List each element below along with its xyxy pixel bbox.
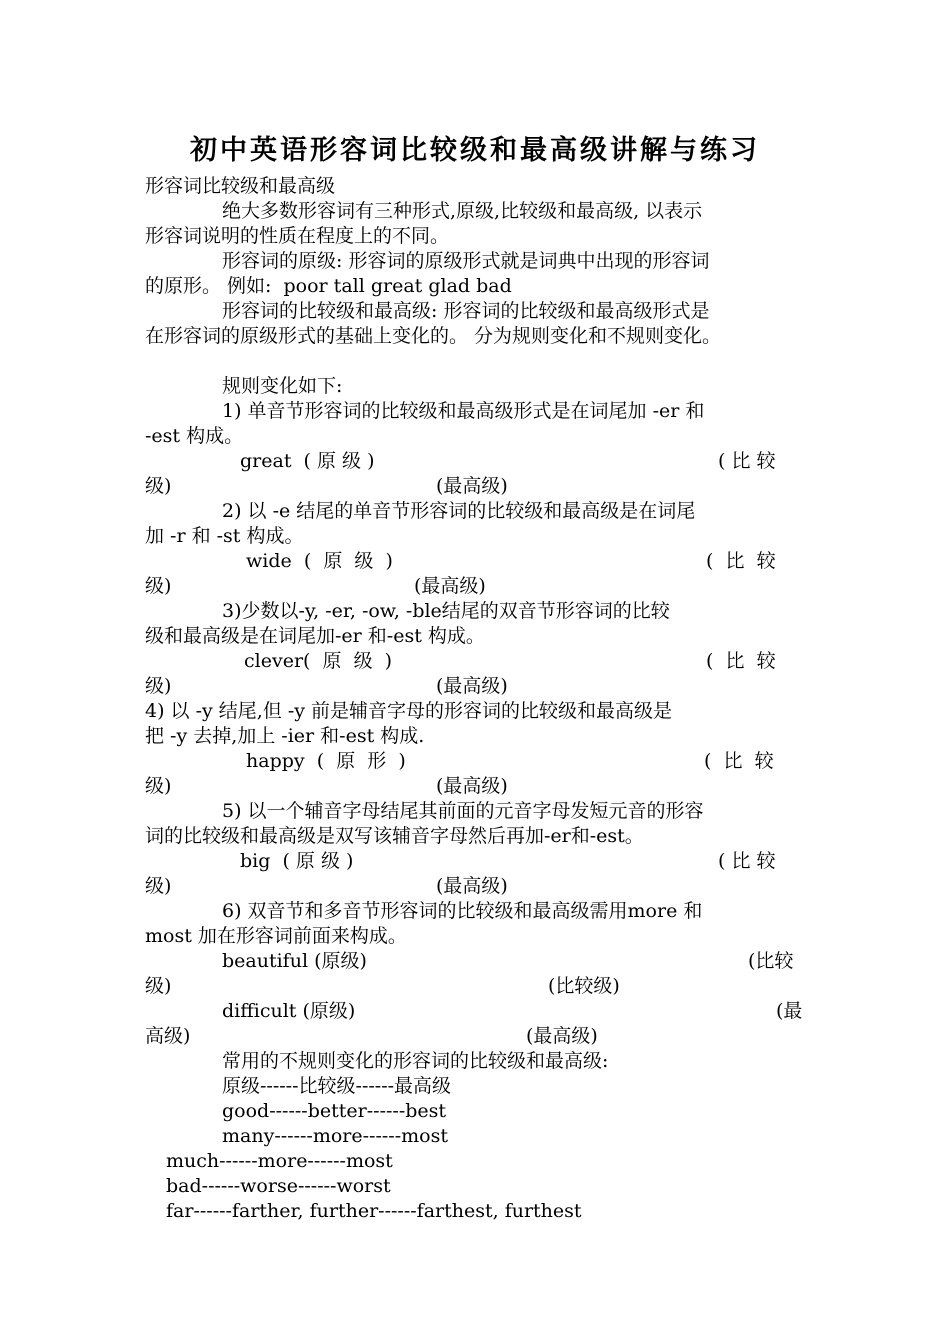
paragraph-line: 规则变化如下: (222, 375, 343, 397)
irregular-row: far------farther, further------farthest, furthest (166, 1200, 582, 1222)
example-line: (比较级) (548, 975, 620, 997)
example-line: (最高级) (436, 475, 508, 497)
rule-line: 把 -y 去掉,加上 -ier 和-est 构成. (145, 725, 425, 747)
paragraph-line: 常用的不规则变化的形容词的比较级和最高级: (222, 1050, 609, 1072)
paragraph-line: 绝大多数形容词有三种形式,原级,比较级和最高级, 以表示 (222, 200, 703, 222)
example-line: great ( 原 级 ) (240, 450, 375, 472)
paragraph-line: 在形容词的原级形式的基础上变化的。 分为规则变化和不规则变化。 (145, 325, 722, 347)
example-line: 级) (145, 775, 172, 797)
example-line: clever( 原 级 ) (244, 650, 393, 672)
paragraph-line: 形容词说明的性质在程度上的不同。 (145, 225, 450, 247)
irregular-row: many------more------most (222, 1125, 448, 1147)
example-line: happy ( 原 形 ) (246, 750, 406, 772)
rule-line: 加 -r 和 -st 构成。 (145, 525, 304, 547)
example-line: ( 比 较 (718, 450, 776, 472)
example-line: 级) (145, 475, 172, 497)
example-line: wide ( 原 级 ) (246, 550, 393, 572)
example-line: (最高级) (436, 875, 508, 897)
rule-line: 级和最高级是在词尾加-er 和-est 构成。 (145, 625, 485, 647)
example-line: difficult (原级) (222, 1000, 356, 1022)
rule-line: most 加在形容词前面来构成。 (145, 925, 407, 947)
paragraph-line: 的原形。 例如: poor tall great glad bad (145, 275, 512, 297)
paragraph-line: 形容词的原级: 形容词的原级形式就是词典中出现的形容词 (222, 250, 710, 272)
irregular-row: bad------worse------worst (166, 1175, 391, 1197)
paragraph-line: 形容词的比较级和最高级: 形容词的比较级和最高级形式是 (222, 300, 710, 322)
example-line: 级) (145, 675, 172, 697)
example-line: (最高级) (526, 1025, 598, 1047)
example-line: ( 比 较 (718, 850, 776, 872)
example-line: 级) (145, 875, 172, 897)
example-line: beautiful (原级) (222, 950, 367, 972)
irregular-header: 原级------比较级------最高级 (222, 1075, 452, 1097)
example-line: (最高级) (436, 775, 508, 797)
rule-line: 2) 以 -e 结尾的单音节形容词的比较级和最高级是在词尾 (222, 500, 696, 522)
section-heading: 形容词比较级和最高级 (145, 175, 336, 197)
rule-line: 4) 以 -y 结尾,但 -y 前是辅音字母的形容词的比较级和最高级是 (145, 700, 673, 722)
example-line: 高级) (145, 1025, 191, 1047)
example-line: (最高级) (436, 675, 508, 697)
irregular-row: much------more------most (166, 1150, 393, 1172)
example-line: 级) (145, 975, 172, 997)
document-title: 初中英语形容词比较级和最高级讲解与练习 (190, 135, 760, 166)
example-line: ( 比 较 (706, 550, 776, 572)
rule-line: 6) 双音节和多音节形容词的比较级和最高级需用more 和 (222, 900, 703, 922)
example-line: ( 比 较 (706, 650, 776, 672)
example-line: 级) (145, 575, 172, 597)
example-line: (最高级) (414, 575, 486, 597)
example-line: (最 (776, 1000, 803, 1022)
example-line: ( 比 较 (704, 750, 774, 772)
rule-line: 1) 单音节形容词的比较级和最高级形式是在词尾加 -er 和 (222, 400, 705, 422)
irregular-row: good------better------best (222, 1100, 447, 1122)
rule-line: 词的比较级和最高级是双写该辅音字母然后再加-er和-est。 (145, 825, 644, 847)
rule-line: 5) 以一个辅音字母结尾其前面的元音字母发短元音的形容 (222, 800, 704, 822)
example-line: big ( 原 级 ) (240, 850, 354, 872)
rule-line: -est 构成。 (145, 425, 244, 447)
example-line: (比较 (748, 950, 794, 972)
rule-line: 3)少数以-y, -er, -ow, -ble结尾的双音节形容词的比较 (222, 600, 670, 622)
